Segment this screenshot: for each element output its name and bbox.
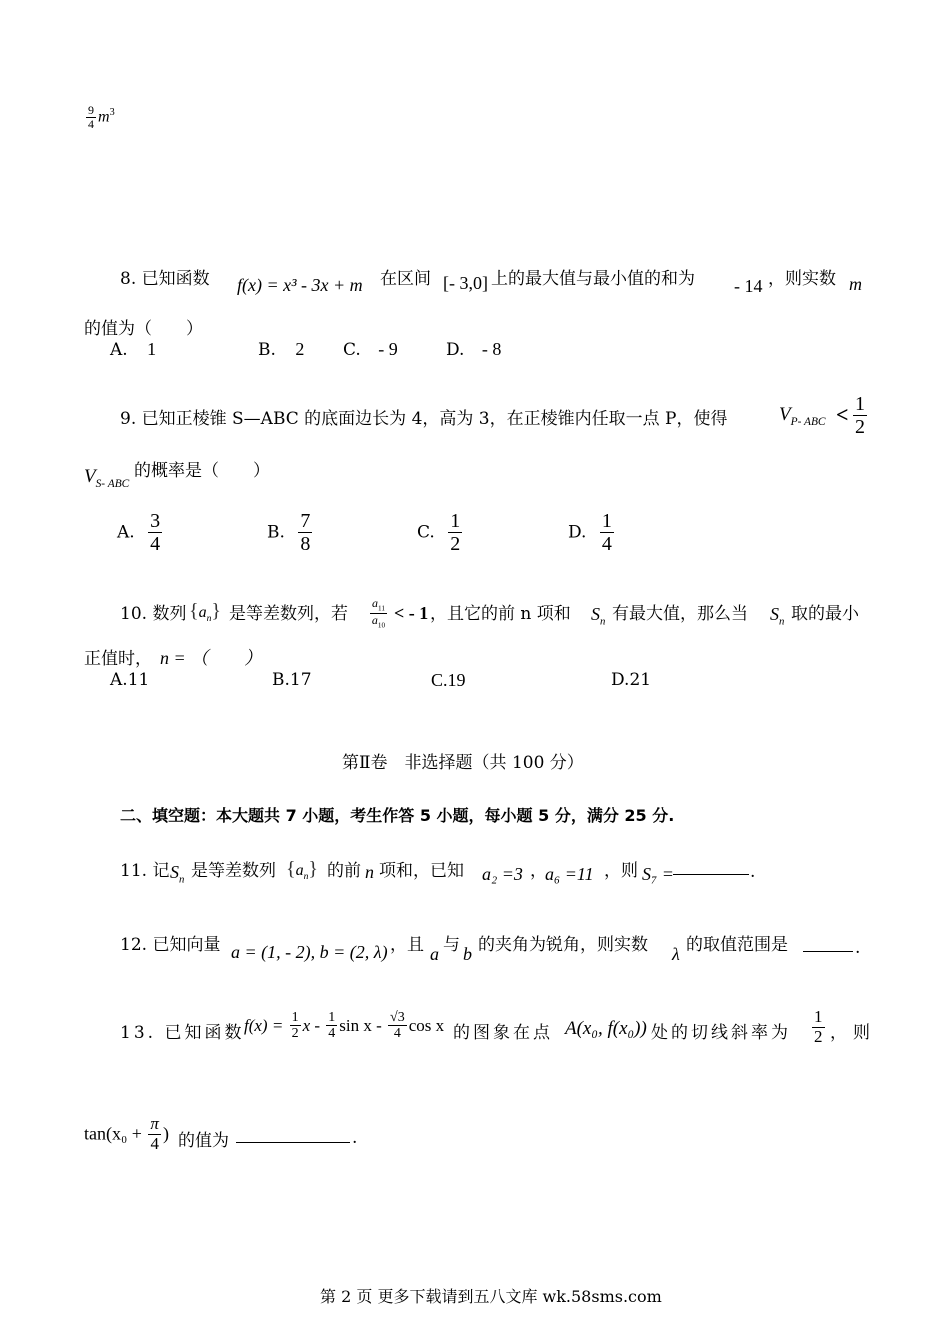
q8-mid1: 在区间 xyxy=(380,269,431,289)
q8-option-c-value: - 9 xyxy=(378,339,398,359)
q12-b: b xyxy=(463,944,472,964)
q9-option-c-frac xyxy=(448,510,462,555)
q9-v2-letter: V xyxy=(84,466,96,487)
q10-mid1: 是等差数列，若 xyxy=(229,604,348,624)
q13-term3-den: 4 xyxy=(393,1026,401,1042)
q11-s-letter: S xyxy=(170,862,179,882)
q9-v1 xyxy=(779,404,826,428)
q10-ratio xyxy=(368,597,389,631)
q9-option-a-frac xyxy=(148,510,162,555)
q8-option-a xyxy=(110,339,156,360)
q13-tan: tan(x₀ + xyxy=(84,1123,142,1144)
q10-option-b-label: B. xyxy=(272,670,290,690)
q11-a: $\{a_n\}$ xyxy=(286,858,319,883)
q9-v2-sub: S- ABC xyxy=(95,477,130,490)
q8-prefix: 8. 已知函数 xyxy=(120,269,210,289)
q8-mid3: ，则实数 xyxy=(768,269,836,289)
q8-line2: 的值为（ ） xyxy=(84,319,203,339)
page-footer: 第 2 页 更多下载请到五八文库 wk.58sms.com xyxy=(320,1287,662,1306)
q9-option-a xyxy=(117,510,164,555)
q10-prefix: 10. 数列 xyxy=(120,604,187,624)
q13-term2-var: sin x - xyxy=(339,1015,382,1035)
q10-ratio-den: a xyxy=(371,613,378,628)
q8-mid2: 上的最大值与最小值的和为 xyxy=(491,269,695,289)
q9-option-d-label: D. xyxy=(568,522,587,543)
q10-option-b xyxy=(272,670,312,690)
q9-v1-letter: V xyxy=(779,404,791,425)
q8-func: f(x) = x³ - 3x + m xyxy=(237,275,363,295)
q11-sep: ， xyxy=(530,861,547,881)
top-exp: 3 xyxy=(109,106,115,118)
q9-option-d-num: 1 xyxy=(601,510,612,532)
q9-lt: < xyxy=(836,402,849,427)
q12-lambda: λ xyxy=(672,944,680,964)
q9-line2: 的概率是（ ） xyxy=(134,461,270,481)
q13-prefix: 13. 已知函数 xyxy=(120,1023,245,1043)
q8-interval: [- 3,0] xyxy=(443,273,488,293)
q9-option-d-frac xyxy=(600,510,614,555)
q8-option-c xyxy=(343,339,398,360)
q10-mid3: 有最大值，那么当 xyxy=(612,604,748,624)
q10-ineq: < - 1 xyxy=(394,603,429,623)
q10-seq-sub: n xyxy=(206,613,212,625)
q10-mid2: ，且它的前 n 项和 xyxy=(430,604,571,624)
q13-line2 xyxy=(84,1115,169,1153)
q8-option-b xyxy=(258,339,304,360)
q10-option-c xyxy=(431,670,466,691)
q13-mid3: ，则 xyxy=(830,1023,876,1043)
q10-option-a xyxy=(110,670,149,690)
q12-mid1: ，且 xyxy=(390,935,424,955)
q8-option-a-label: A. xyxy=(110,340,128,360)
q8-var: m xyxy=(849,274,862,294)
q13-term1-num: 1 xyxy=(291,1010,299,1025)
q9-half-frac xyxy=(853,393,867,438)
q11-mid4: ，则 xyxy=(604,861,638,881)
q9-option-c-den: 2 xyxy=(450,533,461,555)
q11-a-sub: n xyxy=(303,871,309,883)
q8-option-a-value: 1 xyxy=(147,339,157,359)
q13-answer-blank xyxy=(236,1126,350,1148)
section2-heading: 二、填空题：本大题共 7 小题，考生作答 5 小题，每小题 5 分，满分 25 分. xyxy=(120,806,675,825)
q12-answer-blank xyxy=(803,935,853,957)
q11-s7: S₇ = xyxy=(642,864,674,884)
q13-mid1: 的图象在点 xyxy=(453,1023,553,1043)
q8-sum: - 14 xyxy=(734,276,763,296)
top-var: m xyxy=(98,108,110,126)
q8-option-d-value: - 8 xyxy=(481,339,502,359)
q11-a2: a₂ =3 xyxy=(482,864,523,884)
q9-half xyxy=(851,393,869,438)
q13-slope-frac xyxy=(812,1008,825,1046)
q12-mid2: 与 xyxy=(443,935,460,955)
q10-s2 xyxy=(770,604,784,628)
q10-s1-letter: S xyxy=(591,604,600,624)
q9-v2 xyxy=(84,466,129,490)
q10-option-a-value: 11 xyxy=(127,670,150,690)
q9-half-num: 1 xyxy=(855,393,865,415)
q10-s1-sub: n xyxy=(600,615,606,628)
q10-option-d xyxy=(611,670,651,690)
q9-option-b-frac xyxy=(298,510,312,555)
q13-term3-var: cos x xyxy=(408,1015,445,1035)
q9-option-d-den: 4 xyxy=(601,533,612,555)
q9-option-b-num: 7 xyxy=(300,510,311,532)
q10-seq-letter: a xyxy=(198,604,207,621)
q10-option-d-value: 21 xyxy=(629,670,652,690)
q9-option-d xyxy=(568,510,616,555)
q13-end: . xyxy=(352,1128,358,1148)
q10-s2-letter: S xyxy=(770,604,779,624)
q11-a-letter: a xyxy=(295,862,304,879)
q12-prefix: 12. 已知向量 xyxy=(120,935,221,955)
q12-vectors: a = (1, - 2), b = (2, λ) xyxy=(231,942,388,962)
q13-pi-frac xyxy=(148,1115,161,1153)
q11-answer-blank xyxy=(673,858,749,880)
q8-line1 xyxy=(120,264,210,289)
q10-option-d-label: D. xyxy=(611,670,630,690)
q9-option-a-den: 4 xyxy=(150,533,161,555)
q13-term3-num: √3 xyxy=(390,1010,405,1025)
q13-func xyxy=(244,1010,444,1042)
q9-option-a-label: A. xyxy=(117,522,135,543)
q8-option-d-label: D. xyxy=(446,340,465,360)
q10-ratio-num: a xyxy=(372,596,378,610)
q13-tan-close: ) xyxy=(162,1123,169,1144)
top-fraction xyxy=(86,104,96,131)
q10-ratio-num-sub: 11 xyxy=(378,604,385,613)
top-fraction-num: 9 xyxy=(88,103,94,117)
q13-term1-den: 2 xyxy=(291,1026,299,1042)
q8-option-c-label: C. xyxy=(343,340,361,360)
q13-term2-den: 4 xyxy=(328,1026,336,1042)
q10-s2-sub: n xyxy=(779,615,785,628)
q9-half-den: 2 xyxy=(855,416,865,438)
q10-option-c-label: C. xyxy=(431,670,448,690)
q8-option-b-label: B. xyxy=(258,340,276,360)
q13-point: A(x₀, f(x₀)) xyxy=(565,1018,647,1039)
top-fraction-den: 4 xyxy=(88,117,94,132)
q10-ratio-frac xyxy=(370,597,387,631)
q11-s-sub: n xyxy=(179,873,185,886)
q13-slope-num: 1 xyxy=(814,1007,823,1026)
q9-option-b xyxy=(267,510,314,555)
q12-end: . xyxy=(855,938,861,958)
q9-option-b-label: B. xyxy=(267,522,285,543)
q13-slope xyxy=(810,1008,827,1046)
q11-mid2: 的前 xyxy=(327,861,361,881)
q11-s xyxy=(170,862,184,886)
part2-title: 第Ⅱ卷 非选择题（共 100 分） xyxy=(342,753,584,773)
q10-option-a-label: A. xyxy=(110,670,128,690)
q9-option-c-label: C. xyxy=(417,522,435,543)
q13-pi-den: 4 xyxy=(150,1133,159,1153)
q13-term1-frac xyxy=(290,1010,301,1042)
q11-mid3: 项和，已知 xyxy=(379,861,464,881)
q10-seq: $\{a_n\}$ xyxy=(189,600,222,625)
q10-mid4: 取的最小 xyxy=(791,604,859,624)
q13-term2-frac xyxy=(326,1010,337,1042)
q10-ratio-den-sub: 10 xyxy=(377,621,386,630)
q11-a6: a₆ =11 xyxy=(545,864,594,884)
q9-v1-sub: P- ABC xyxy=(790,415,826,428)
q9-text: 9. 已知正棱锥 S—ABC 的底面边长为 4，高为 3，在正棱锥内任取一点 P，使得 xyxy=(120,409,728,429)
q9-option-c-num: 1 xyxy=(450,510,461,532)
q12-a: a xyxy=(430,944,439,964)
q13-slope-den: 2 xyxy=(814,1026,823,1046)
q10-option-b-value: 17 xyxy=(289,670,312,690)
q10-option-c-value: 19 xyxy=(447,670,466,690)
q13-term3-frac xyxy=(388,1010,407,1042)
q13-mid2: 处的切线斜率为 xyxy=(651,1023,791,1043)
q13-func-lhs: f(x) = xyxy=(244,1015,284,1035)
q9-option-c xyxy=(417,510,464,555)
q8-option-b-value: 2 xyxy=(295,339,305,359)
q11-n: n xyxy=(365,862,374,882)
q9-option-a-num: 3 xyxy=(150,510,161,532)
q10-line2b: n = （ ） xyxy=(160,648,263,668)
q10-line2a: 正值时， xyxy=(84,649,152,669)
q8-option-d xyxy=(446,339,501,360)
q12-mid3: 的夹角为锐角，则实数 xyxy=(478,935,648,955)
q10-s1 xyxy=(591,604,605,628)
q13-term1-var: x - xyxy=(302,1015,321,1035)
q11-mid1: 是等差数列 xyxy=(191,861,276,881)
q13-line2c: 的值为 xyxy=(178,1131,229,1151)
q13-pi-num: π xyxy=(150,1114,159,1133)
q12-mid4: 的取值范围是 xyxy=(686,935,788,955)
q11-end: . xyxy=(750,862,756,882)
q13-term2-num: 1 xyxy=(328,1010,336,1025)
q9-option-b-den: 8 xyxy=(300,533,311,555)
q11-prefix: 11. 记 xyxy=(120,861,170,881)
top-fragment xyxy=(84,104,115,131)
